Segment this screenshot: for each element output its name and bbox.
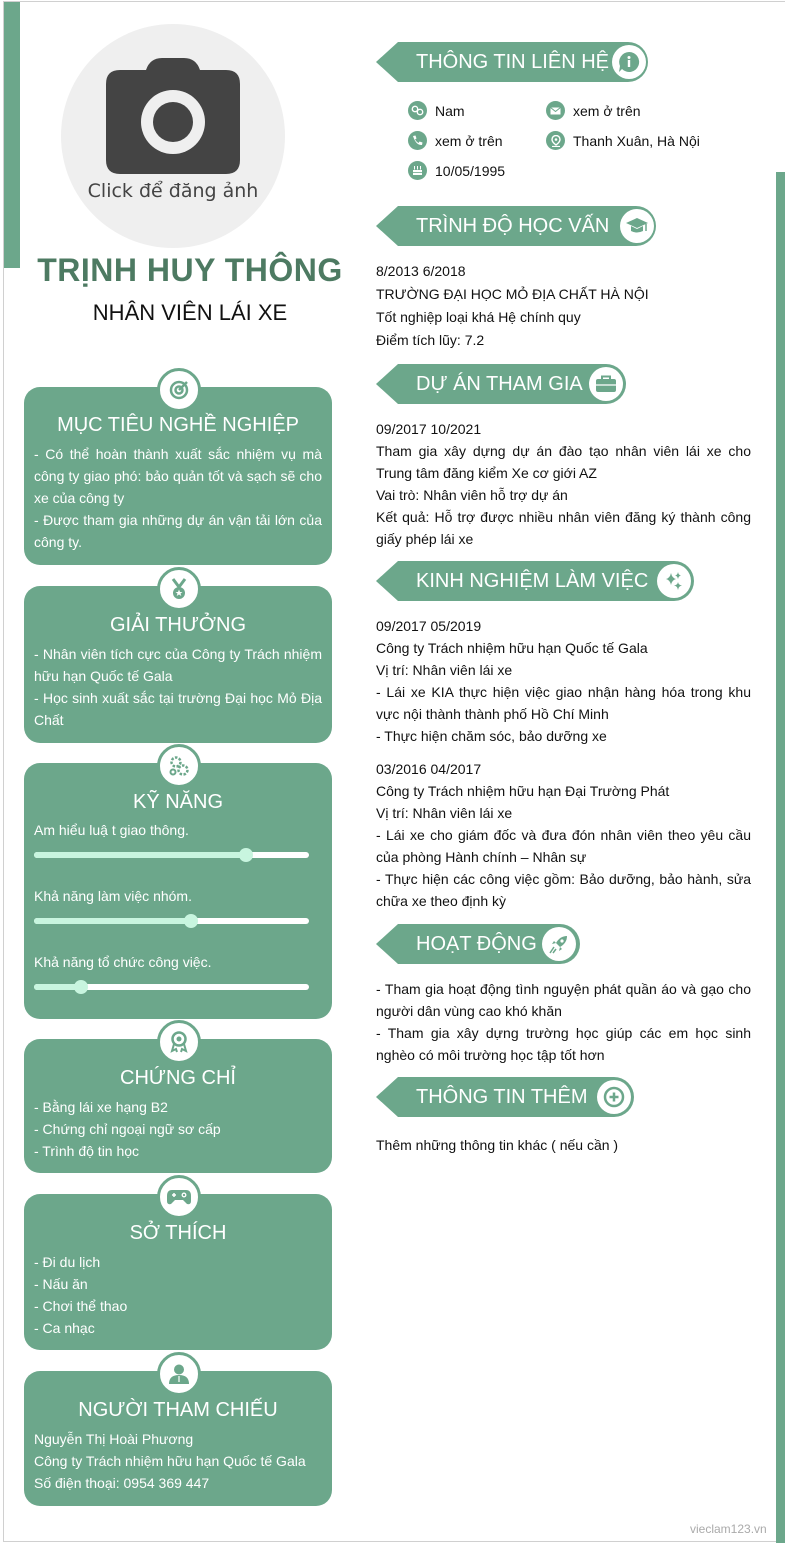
project-period: 09/2017 10/2021 <box>376 421 482 437</box>
activity-line: - Tham gia xây dựng trường học giúp các em học sinh nghèo có môi trường học tập tốt hơn <box>376 1025 751 1063</box>
job-line: - Thực hiện các công việc gồm: Bảo dưỡng, bảo hành, sửa chữa xe theo định kỳ <box>376 871 751 909</box>
person-icon <box>168 1363 190 1385</box>
award-line: - Học sinh xuất sắc tại trường Đại học Mỏ Địa Chất <box>34 690 322 728</box>
hobbies-title: SỞ THÍCH <box>129 1222 227 1244</box>
job-position: Vị trí: Nhân viên lái xe <box>376 805 513 821</box>
skill-label: Am hiểu luậ t giao thông. <box>34 822 189 838</box>
skills-title: KỸ NĂNG <box>132 791 224 813</box>
project-line: Kết quả: Hỗ trợ được nhiều nhân viên đăng ký thành công giấy phép lái xe <box>376 509 751 547</box>
certificates-box <box>24 1039 332 1173</box>
candidate-name: TRỊNH HUY THÔNG <box>37 252 343 288</box>
target-icon <box>168 379 190 401</box>
certificate-line: - Chứng chỉ ngoại ngữ sơ cấp <box>34 1121 221 1137</box>
hobbies-badge <box>157 1175 201 1219</box>
projects-content <box>376 418 751 550</box>
birthday-value: 10/05/1995 <box>435 162 506 179</box>
education-period: 8/2013 6/2018 <box>376 263 466 279</box>
skill-label: Khả năng tổ chức công việc. <box>34 954 212 970</box>
sparkles-icon <box>657 564 691 598</box>
experience-job-2 <box>376 758 751 912</box>
award-line: - Nhân viên tích cực của Công ty Trách nhiệm hữu hạn Quốc tế Gala <box>34 646 322 684</box>
plus-circle-icon <box>597 1080 631 1114</box>
job-line: - Thực hiện chăm sóc, bảo dưỡng xe <box>376 728 607 744</box>
briefcase-icon <box>589 367 623 401</box>
contact-birthday <box>408 161 505 180</box>
job-company: Công ty Trách nhiệm hữu hạn Đại Trường Phát <box>376 783 670 799</box>
camera-icon <box>106 56 240 174</box>
hobby-line: - Đi du lịch <box>34 1254 101 1270</box>
experience-title: KINH NGHIỆM LÀM VIỆC <box>416 569 649 592</box>
location-pin-icon <box>546 131 565 150</box>
education-school: TRƯỜNG ĐẠI HỌC MỎ ĐỊA CHẤT HÀ NỘI <box>376 286 649 302</box>
contact-title: THÔNG TIN LIÊN HỆ <box>416 50 609 73</box>
job-position: Vị trí: Nhân viên lái xe <box>376 662 513 678</box>
projects-title: DỰ ÁN THAM GIA <box>416 372 583 395</box>
phone-value: xem ở trên <box>435 132 503 149</box>
reference-line: Số điện thoại: 0954 369 447 <box>34 1475 210 1491</box>
photo-caption: Click để đăng ảnh <box>87 180 259 202</box>
education-title: TRÌNH ĐỘ HỌC VẤN <box>416 214 610 237</box>
activities-title: HOẠT ĐỘNG <box>416 932 537 955</box>
certificate-line: - Trình độ tin học <box>34 1143 140 1159</box>
certificates-title: CHỨNG CHỈ <box>120 1067 236 1089</box>
gamepad-icon <box>166 1188 192 1206</box>
photo-upload[interactable] <box>61 24 285 248</box>
info-icon <box>612 45 646 79</box>
awards-box <box>24 586 332 743</box>
medal-icon <box>169 578 189 600</box>
more-info-text: Thêm những thông tin khác ( nếu cần ) <box>376 1137 619 1153</box>
awards-title: GIẢI THƯỞNG <box>109 614 247 636</box>
certificate-line: - Bằng lái xe hạng B2 <box>34 1099 168 1115</box>
right-accent-bar <box>776 172 785 1543</box>
contact-phone <box>408 131 503 150</box>
birthday-cake-icon <box>408 161 427 180</box>
references-title: NGƯỜI THAM CHIẾU <box>78 1399 278 1421</box>
more-info-title: THÔNG TIN THÊM <box>416 1085 588 1108</box>
skill-slider-organization[interactable] <box>34 984 309 990</box>
references-box <box>24 1371 332 1506</box>
activities-content <box>376 978 751 1066</box>
objective-badge <box>157 368 201 412</box>
certificate-icon <box>169 1031 189 1053</box>
hobby-line: - Chơi thể thao <box>34 1298 128 1314</box>
gears-icon <box>168 755 190 777</box>
reference-line: Nguyễn Thị Hoài Phương <box>34 1431 194 1447</box>
reference-line: Công ty Trách nhiệm hữu hạn Quốc tế Gala <box>34 1453 306 1469</box>
skills-box <box>24 763 332 1019</box>
job-company: Công ty Trách nhiệm hữu hạn Quốc tế Gala <box>376 640 648 656</box>
job-title: NHÂN VIÊN LÁI XE <box>92 300 288 325</box>
skill-slider-traffic-law[interactable] <box>34 852 309 858</box>
skills-badge <box>157 744 201 788</box>
rocket-icon <box>542 927 576 961</box>
project-line: Tham gia xây dựng dự án đào tạo nhân viên lái xe cho Trung tâm đăng kiểm Xe cơ giới AZ <box>376 443 751 481</box>
awards-badge <box>157 567 201 611</box>
education-degree: Tốt nghiệp loại khá Hệ chính quy <box>376 309 581 325</box>
gender-icon <box>408 101 427 120</box>
objective-title: MỤC TIÊU NGHỀ NGHIỆP <box>57 414 299 436</box>
objective-line: - Được tham gia những dự án vận tải lớn của công ty. <box>34 512 322 550</box>
certificates-badge <box>157 1020 201 1064</box>
hobbies-box <box>24 1194 332 1350</box>
skill-slider-teamwork[interactable] <box>34 918 309 924</box>
gender-value: Nam <box>435 102 465 119</box>
graduation-cap-icon <box>620 209 654 243</box>
job-line: - Lái xe cho giám đốc và đưa đón nhân viên theo yêu cầu của phòng Hành chính – Nhân sự <box>376 827 751 865</box>
objective-line: - Có thể hoàn thành xuất sắc nhiệm vụ mà công ty giao phó: bảo quản tốt và sạch sẽ cho xe của công ty <box>34 446 322 506</box>
watermark: vieclam123.vn <box>690 1522 767 1536</box>
objective-box <box>24 387 332 565</box>
education-content <box>376 260 751 352</box>
address-value: Thanh Xuân, Hà Nội <box>573 132 700 149</box>
hobby-line: - Ca nhạc <box>34 1320 95 1336</box>
hobby-line: - Nấu ăn <box>34 1276 88 1292</box>
left-accent-bar <box>4 2 20 268</box>
education-gpa: Điểm tích lũy: 7.2 <box>376 332 485 348</box>
job-period: 09/2017 05/2019 <box>376 618 482 634</box>
activity-line: - Tham gia hoạt động tình nguyện phát quần áo và gạo cho người dân vùng cao khó khăn <box>376 981 751 1019</box>
phone-icon <box>408 131 427 150</box>
skill-label: Khả năng làm việc nhóm. <box>34 888 192 904</box>
job-line: - Lái xe KIA thực hiện việc giao nhận hàng hóa trong khu vực nội thành thành phố Hồ Chí Minh <box>376 684 751 722</box>
email-value: xem ở trên <box>573 102 641 119</box>
experience-job-1 <box>376 615 751 747</box>
project-line: Vai trò: Nhân viên hỗ trợ dự án <box>376 487 568 503</box>
email-icon <box>546 101 565 120</box>
job-period: 03/2016 04/2017 <box>376 761 482 777</box>
more-info-content <box>376 1134 751 1156</box>
references-badge <box>157 1352 201 1396</box>
contact-email <box>546 101 641 120</box>
contact-gender <box>408 101 465 120</box>
contact-address <box>546 131 700 150</box>
